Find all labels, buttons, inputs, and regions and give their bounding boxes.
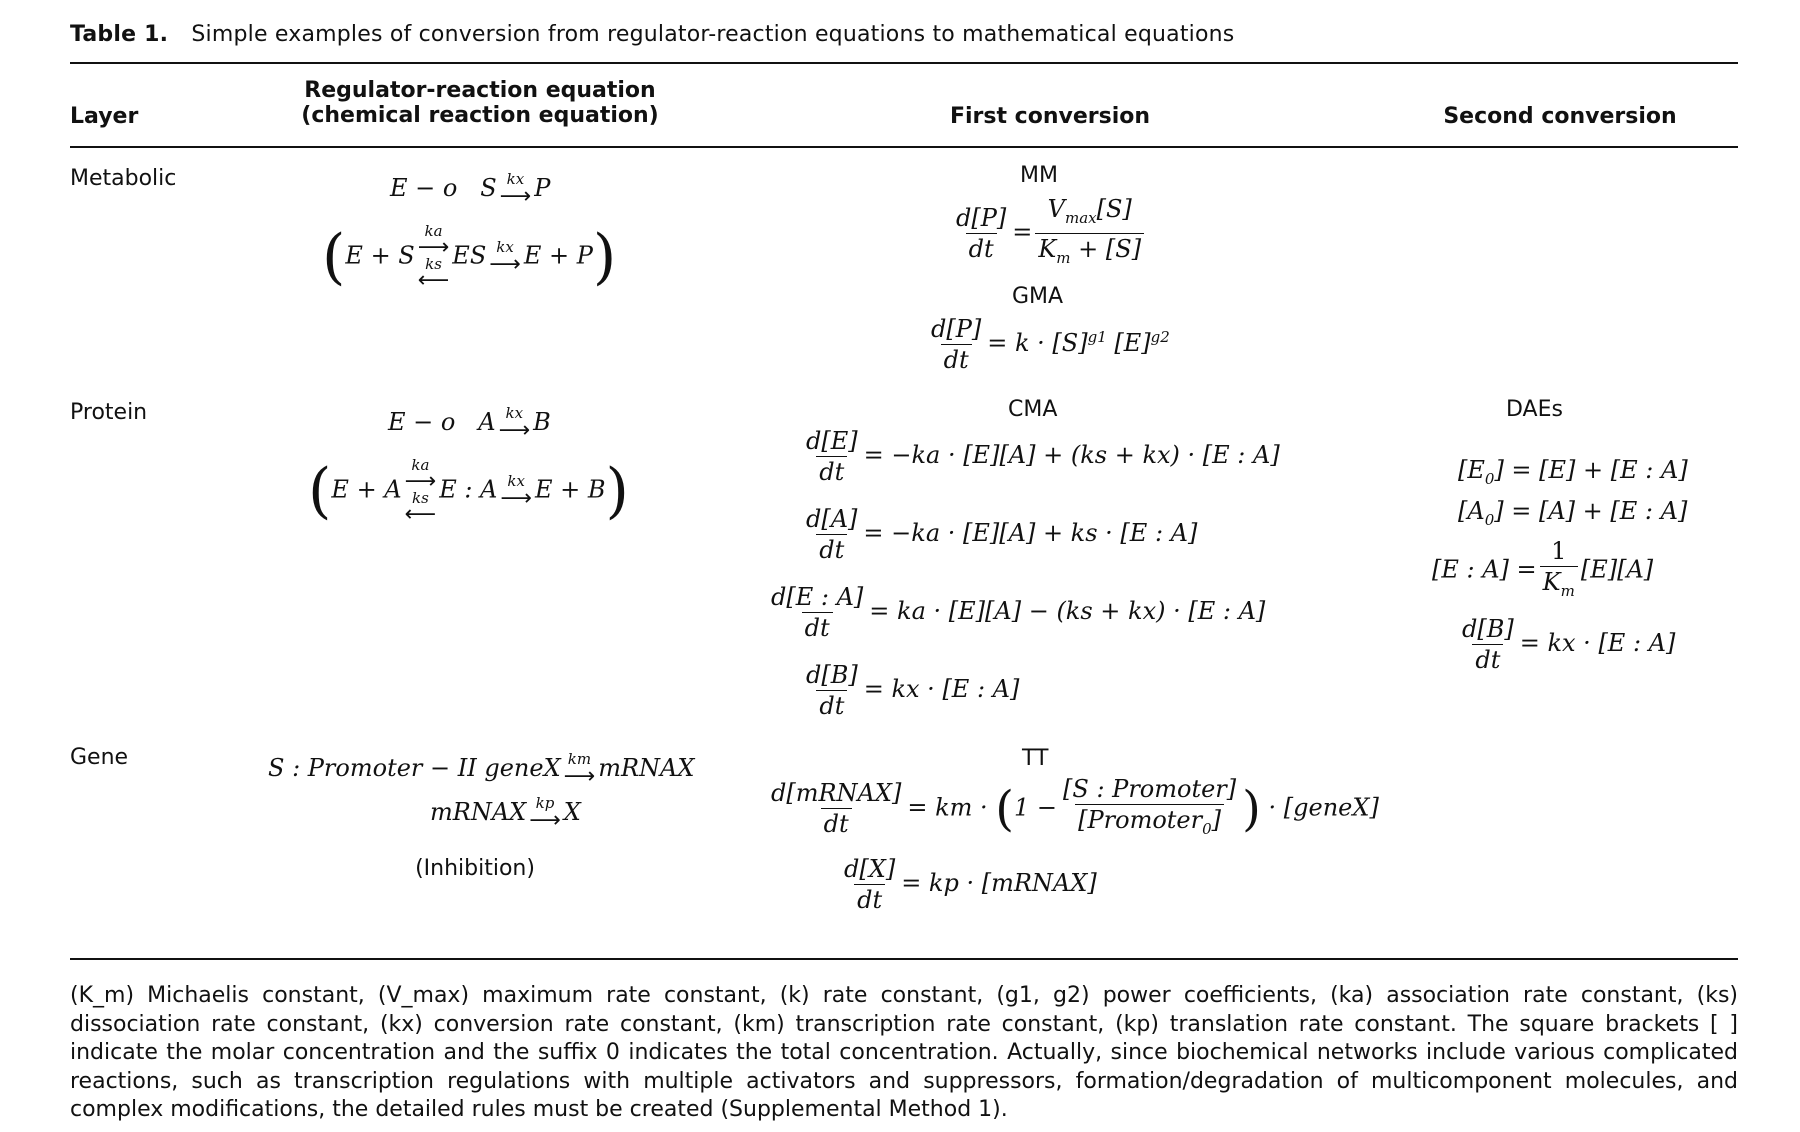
table-footnote: (K_m) Michaelis constant, (V_max) maximum rate constant, (k) rate constant, (g1, g2) power coefficients, (ka) association rate constant, (ks) dissociation rate constant, (kx) conversion rate constant, (km) transcription rate constant, (kp) translation rate constant. The square brackets [ ] indicate the molar concentration and the suffix 0 indicates the total concentration. Actually, since biochemical networks include various complicated reactions, such as transcription regulations with multiple activators and suppressors, formation/degradation of multicomponent molecules, and complex modifications, the detailed rules must be created (Supplemental Method 1).: [70, 983, 1738, 1122]
bottom-rule: [70, 958, 1738, 960]
protein-reaction-short: E − o A kx ⟶ B: [388, 404, 551, 443]
gma-label: GMA: [1012, 284, 1064, 309]
cma-equation-e: $\frac{d[E]}{dt}$ = −ka · [E][A] + (ks + kx) · [E : A]: [806, 427, 1280, 486]
gene-reaction-transcription: S : Promoter − II geneX km ⟶ mRNAX: [268, 750, 695, 789]
header-layer: Layer: [70, 104, 139, 129]
top-rule: [70, 62, 1738, 64]
dae-equation-b: $\frac{d[B]}{dt}$ = kx · [E : A]: [1462, 615, 1676, 674]
header-regulator-line2: (chemical reaction equation): [301, 103, 659, 128]
mm-label: MM: [1020, 163, 1058, 188]
dae-equation-a0: $[A_0] = [A] + [E$ : A]: [1458, 497, 1688, 529]
inhibition-note: (Inhibition): [415, 856, 535, 881]
mm-equation: $\frac{d[P]}{dt}$ = $\frac{V_{max}[S]}{K_m + [S]}$: [950, 194, 1147, 273]
daes-label: DAEs: [1506, 397, 1563, 422]
layer-gene: Gene: [70, 745, 129, 770]
gene-reaction-translation: mRNAX kp ⟶ X: [430, 794, 581, 833]
cma-equation-ea: $\frac{d[E : A]}{dt}$ = ka · [E][A] − (ks + kx) · [E : A]: [771, 583, 1266, 642]
metabolic-reaction-mechanism: (E + S ka ⟶ ks ⟵ ES kx ⟶ E + P): [322, 222, 617, 293]
tt-equation-mrna: $\frac{\text{d[mRNAX]}}{dt}$ = km · (1 − $\frac{\text{[S : Promoter]}}{[Promoter_0]}$ ) · [geneX]: [765, 774, 1379, 844]
cma-equation-b: $\frac{d[B]}{dt}$ = kx · [E : A]: [806, 661, 1020, 720]
header-regulator-line1: Regulator-reaction equation: [304, 78, 656, 103]
tt-label: TT: [1022, 746, 1049, 771]
table-caption: Simple examples of conversion from regulator-reaction equations to mathematical equations: [191, 22, 1235, 47]
layer-metabolic: Metabolic: [70, 166, 177, 191]
metabolic-reaction-short: E − o S kx ⟶ P: [390, 170, 551, 209]
header-rule: [70, 146, 1738, 148]
header-regulator: [265, 78, 695, 128]
layer-protein: Protein: [70, 400, 148, 425]
header-first-conversion: First conversion: [949, 104, 1151, 129]
cma-equation-a: $\frac{d[A]}{dt}$ = −ka · [E][A] + ks · [E : A]: [806, 505, 1198, 564]
tt-equation-x: $\frac{d[X]}{dt}$ = kp · [mRNAX]: [844, 855, 1097, 914]
header-second-conversion: Second conversion: [1443, 104, 1677, 129]
dae-equation-e0: $[E_0] = [E] + [E$ : A]: [1458, 456, 1688, 488]
table-label: Table 1.: [70, 22, 169, 47]
gma-equation: $\frac{d[P]}{dt}$ = $k \cdot [S]^{g1}$ $[E]^{g2}$: [931, 315, 1170, 374]
cma-label: CMA: [1008, 397, 1058, 422]
protein-reaction-mechanism: (E + A ka ⟶ ks ⟵ E : A kx ⟶ E + B): [308, 456, 629, 527]
table-title: [70, 22, 1234, 47]
dae-equation-ea: [E : A] = $\frac{1}{K_m}$ [E][A]: [1432, 536, 1653, 606]
